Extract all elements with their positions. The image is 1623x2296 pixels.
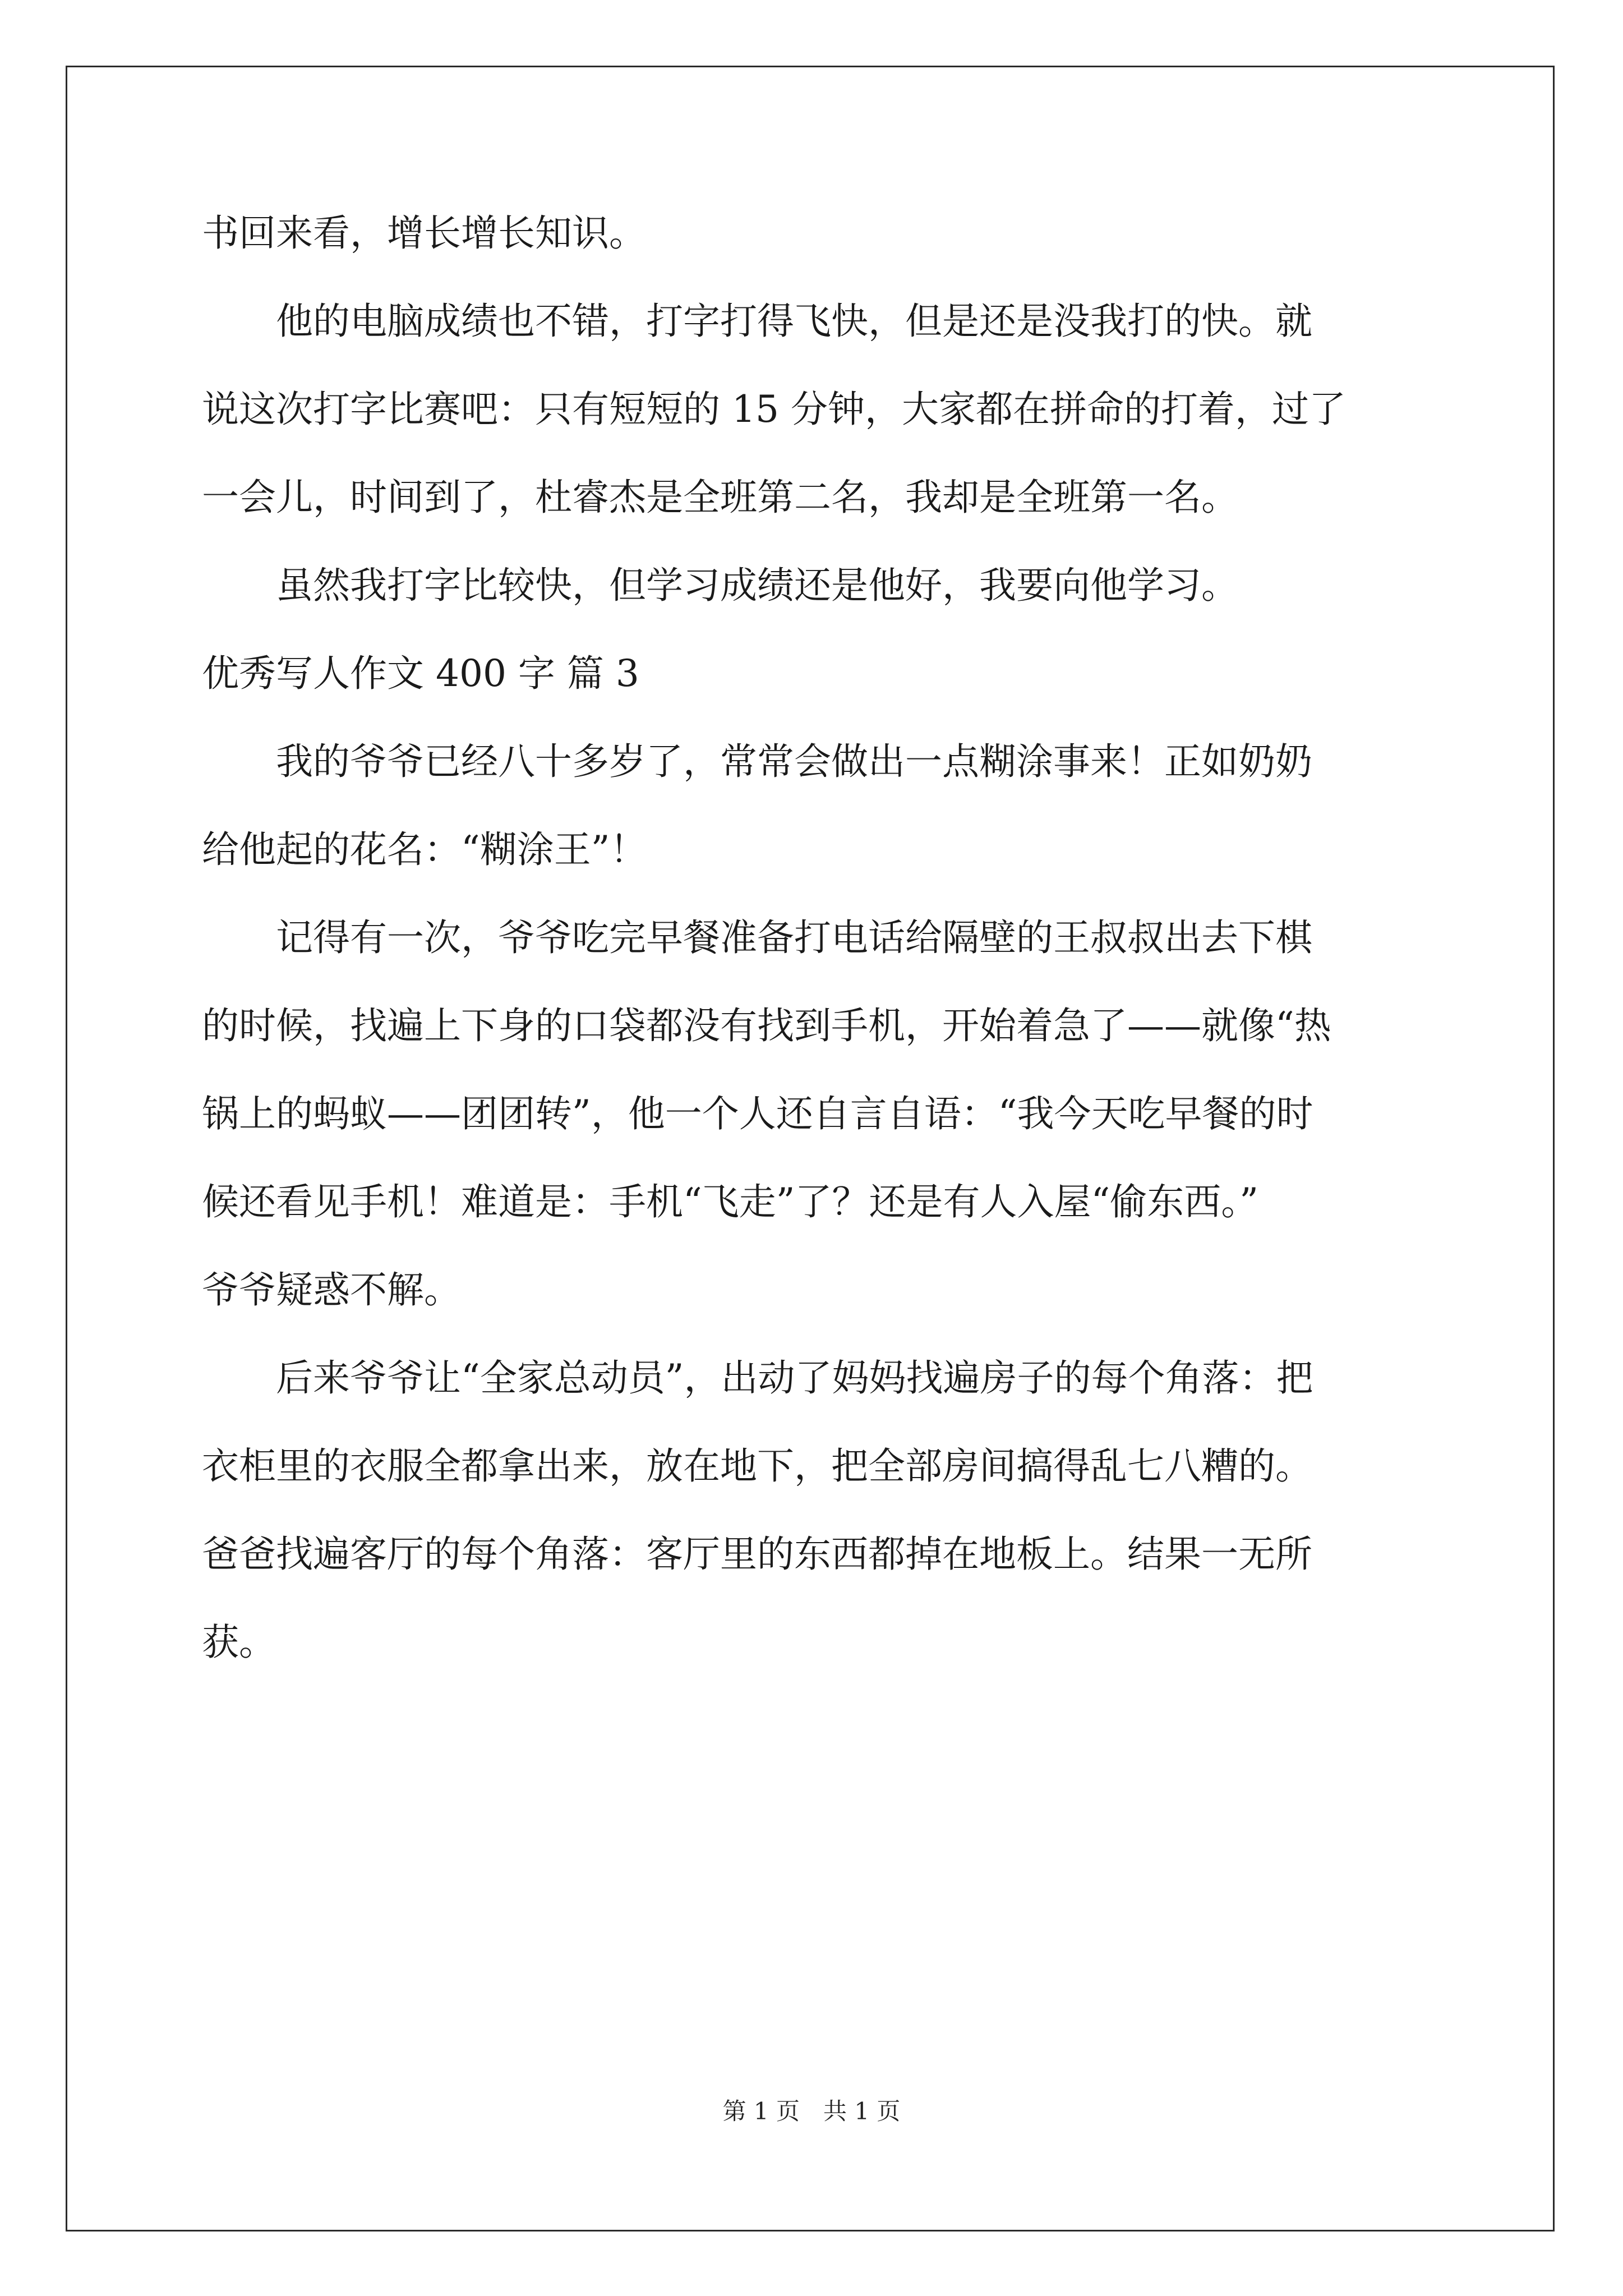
text-line-13: 爷爷疑惑不解。 [202,1268,461,1312]
text-line-9: 记得有一次，爷爷吃完早餐准备打电话给隔壁的王叔叔出去下棋 [202,916,1312,959]
text-line-7: 我的爷爷已经八十多岁了，常常会做出一点糊涂事来！正如奶奶 [202,740,1312,783]
text-line-10: 的时候，找遍上下身的口袋都没有找到手机，开始着急了——就像“热 [202,1004,1331,1047]
page-footer: 第 1 页 共 1 页 [722,2097,901,2125]
text-line-3: 说这次打字比赛吧：只有短短的 15 分钟，大家都在拼命的打着，过了 [202,388,1346,431]
text-line-16: 爸爸找遍客厅的每个角落：客厅里的东西都掉在地板上。结果一无所 [202,1533,1312,1576]
section-heading: 优秀写人作文 400 字 篇 3 [202,652,639,695]
text-line-15: 衣柜里的衣服全都拿出来，放在地下，把全部房间搞得乱七八糟的。 [202,1444,1312,1488]
text-line-1: 书回来看，增长增长知识。 [202,211,646,255]
text-line-5: 虽然我打字比较快，但学习成绩还是他好，我要向他学习。 [202,564,1238,607]
text-line-11: 锅上的蚂蚁——团团转”，他一个人还自言自语：“我今天吃早餐的时 [202,1092,1313,1135]
text-line-12: 候还看见手机！难道是：手机“飞走”了？还是有人入屋“偷东西。” [202,1180,1258,1223]
text-line-17: 获。 [202,1621,276,1664]
text-line-2: 他的电脑成绩也不错，打字打得飞快，但是还是没我打的快。就 [202,300,1312,343]
text-line-8: 给他起的花名：“糊涂王”！ [202,828,647,871]
text-line-4: 一会儿，时间到了，杜睿杰是全班第二名，我却是全班第一名。 [202,476,1238,519]
text-line-14: 后来爷爷让“全家总动员”，出动了妈妈找遍房子的每个角落：把 [202,1356,1313,1400]
